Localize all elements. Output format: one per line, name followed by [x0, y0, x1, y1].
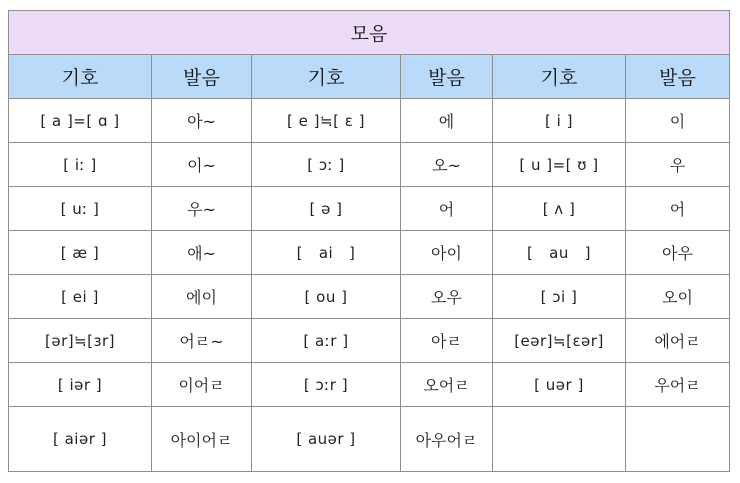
- header-pronunciation-2: 발음: [401, 55, 493, 99]
- pronunciation-cell: 아~: [152, 99, 252, 143]
- symbol-cell: [ u ]=[ ʊ ]: [493, 143, 626, 187]
- symbol-cell: [ e ]≒[ ε ]: [252, 99, 401, 143]
- symbol-cell: [ i ]: [493, 99, 626, 143]
- symbol-cell: [ ɔːr ]: [252, 363, 401, 407]
- pronunciation-cell: 오이: [626, 275, 730, 319]
- header-pronunciation-1: 발음: [152, 55, 252, 99]
- pronunciation-cell: 아우: [626, 231, 730, 275]
- symbol-cell: [ ɔː ]: [252, 143, 401, 187]
- pronunciation-cell: 오어ㄹ: [401, 363, 493, 407]
- title-row: [9, 11, 730, 55]
- pronunciation-cell: 이어ㄹ: [152, 363, 252, 407]
- symbol-cell: [ uː ]: [9, 187, 152, 231]
- symbol-cell: [ər]≒[ɜr]: [9, 319, 152, 363]
- symbol-cell: [ ai ]: [252, 231, 401, 275]
- table-row: [9, 275, 730, 319]
- symbol-cell: [ ə ]: [252, 187, 401, 231]
- header-symbol-3: 기호: [493, 55, 626, 99]
- symbol-cell: [ auər ]: [252, 407, 401, 472]
- table-row: [9, 231, 730, 275]
- symbol-cell: [ uər ]: [493, 363, 626, 407]
- symbol-cell: [ aiər ]: [9, 407, 152, 472]
- empty-cell: [626, 407, 730, 472]
- pronunciation-cell: 이~: [152, 143, 252, 187]
- pronunciation-cell: 우: [626, 143, 730, 187]
- table-row: [9, 99, 730, 143]
- empty-cell: [493, 407, 626, 472]
- symbol-cell: [ au ]: [493, 231, 626, 275]
- pronunciation-cell: 오~: [401, 143, 493, 187]
- symbol-cell: [ ɔi ]: [493, 275, 626, 319]
- pronunciation-cell: 어: [401, 187, 493, 231]
- symbol-cell: [ a ]=[ ɑ ]: [9, 99, 152, 143]
- table-row: [9, 363, 730, 407]
- pronunciation-cell: 아이어ㄹ: [152, 407, 252, 472]
- symbol-cell: [ ou ]: [252, 275, 401, 319]
- pronunciation-cell: 애~: [152, 231, 252, 275]
- header-pronunciation-3: 발음: [626, 55, 730, 99]
- pronunciation-cell: 에: [401, 99, 493, 143]
- table-title: 모음: [9, 11, 730, 55]
- symbol-cell: [ iː ]: [9, 143, 152, 187]
- pronunciation-cell: 에어ㄹ: [626, 319, 730, 363]
- pronunciation-cell: 어: [626, 187, 730, 231]
- vowel-table: [8, 10, 730, 472]
- symbol-cell: [eər]≒[εər]: [493, 319, 626, 363]
- pronunciation-cell: 우~: [152, 187, 252, 231]
- table-row: [9, 407, 730, 472]
- pronunciation-cell: 아ㄹ: [401, 319, 493, 363]
- header-symbol-2: 기호: [252, 55, 401, 99]
- pronunciation-cell: 아우어ㄹ: [401, 407, 493, 472]
- table-row: [9, 143, 730, 187]
- symbol-cell: [ iər ]: [9, 363, 152, 407]
- pronunciation-cell: 우어ㄹ: [626, 363, 730, 407]
- symbol-cell: [ aːr ]: [252, 319, 401, 363]
- pronunciation-cell: 아이: [401, 231, 493, 275]
- table-row: [9, 187, 730, 231]
- symbol-cell: [ æ ]: [9, 231, 152, 275]
- pronunciation-cell: 오우: [401, 275, 493, 319]
- symbol-cell: [ ei ]: [9, 275, 152, 319]
- symbol-cell: [ ʌ ]: [493, 187, 626, 231]
- pronunciation-cell: 어ㄹ~: [152, 319, 252, 363]
- table-row: [9, 319, 730, 363]
- pronunciation-cell: 에이: [152, 275, 252, 319]
- pronunciation-cell: 이: [626, 99, 730, 143]
- header-row: [9, 55, 730, 99]
- header-symbol-1: 기호: [9, 55, 152, 99]
